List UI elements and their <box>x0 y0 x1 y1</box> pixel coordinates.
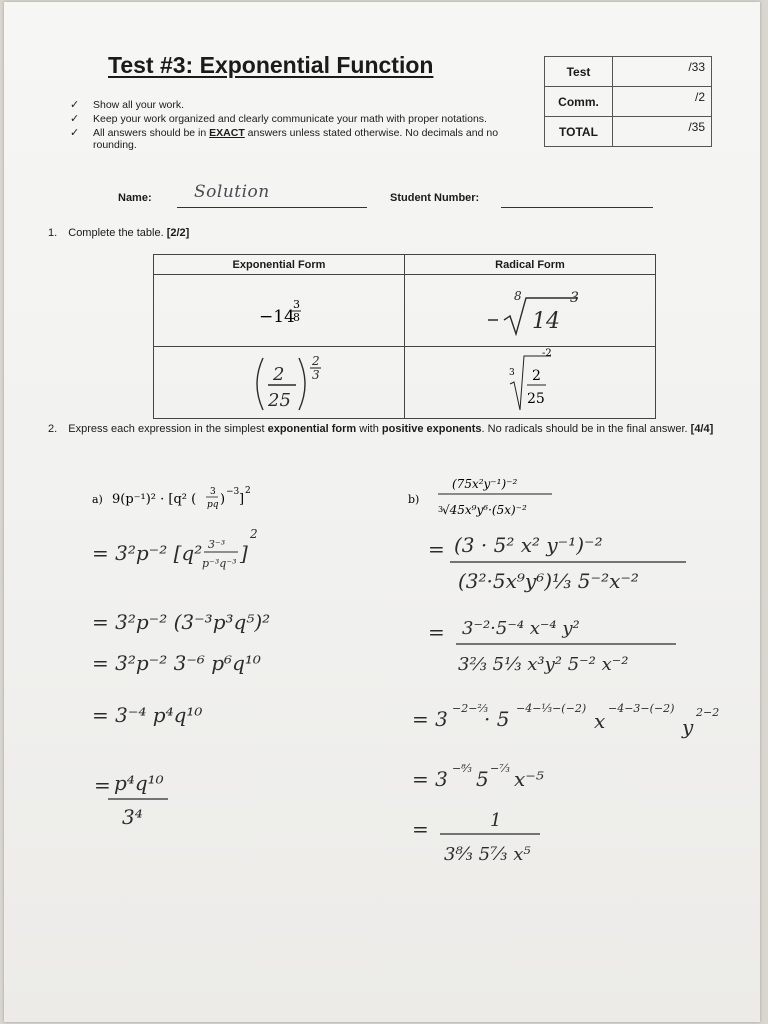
question-text: with <box>356 423 382 435</box>
score-row-total <box>545 117 712 147</box>
worksheet-page <box>4 2 760 1022</box>
step-line: = 3⁻⁴ p⁴q¹⁰ <box>92 703 203 727</box>
radical-form-1 <box>406 276 654 342</box>
expr-text: ) <box>220 492 226 507</box>
part-label: b) <box>408 493 420 506</box>
part-b-expression <box>438 477 552 517</box>
step-line: = <box>428 537 445 561</box>
score-label: Comm. <box>545 87 613 117</box>
step-line: · 5 <box>484 707 510 731</box>
step-line: 2 <box>250 527 258 541</box>
instruction-emphasis: EXACT <box>209 127 245 139</box>
name-line <box>177 207 367 208</box>
radicand: 14 <box>532 309 560 334</box>
question-marks: [2/2] <box>166 227 190 239</box>
power-denominator: 3 <box>312 368 320 382</box>
step-line: = 3²p⁻² 3⁻⁶ p⁶q¹⁰ <box>92 651 261 675</box>
handwritten-steps <box>92 527 270 829</box>
instruction-item <box>70 127 520 151</box>
left-paren <box>257 358 263 410</box>
step-line: 2−2 <box>696 706 720 719</box>
student-number-label: Student Number: <box>390 192 480 204</box>
exp-base: −14 <box>259 307 295 327</box>
exponential-form-1 <box>155 276 403 342</box>
instruction-text: Show all your work. <box>93 99 185 111</box>
question-2 <box>48 422 718 436</box>
step-line: = <box>428 620 445 644</box>
table-cell <box>405 275 656 347</box>
column-header: Exponential Form <box>154 255 405 275</box>
step-line: ] <box>240 541 248 565</box>
step-line: = <box>412 817 429 841</box>
step-line: p⁴q¹⁰ <box>114 771 164 795</box>
table-header-row <box>154 255 656 275</box>
instructions-list <box>70 99 520 153</box>
step-line: (3 · 5² x² y⁻¹)⁻² <box>454 533 603 557</box>
right-paren <box>299 358 305 410</box>
instruction-item <box>70 99 520 111</box>
page-title: Test #3: Exponential Function <box>108 52 434 78</box>
conversion-table <box>153 254 656 419</box>
checkmark-icon: ✓ <box>70 113 80 125</box>
step-line: = 3²p⁻² (3⁻³p³q⁵)² <box>92 610 271 634</box>
radical-index: 8 <box>514 289 522 303</box>
part-a-solution <box>88 472 388 842</box>
question-text: Complete the table. <box>68 227 167 239</box>
step-line: x⁻⁵ <box>514 767 544 791</box>
question-emphasis: exponential form <box>267 423 357 435</box>
expr-text: 2 <box>245 486 251 496</box>
score-label: Test <box>545 57 613 87</box>
radical-power: 3 <box>570 290 579 306</box>
expr-text: ] <box>239 492 245 507</box>
instruction-text: answers unless stated otherwise. No decimals and no rounding. <box>93 127 499 151</box>
step-line: −2−⅔ <box>452 702 489 715</box>
step-line: −4−3−(−2) <box>608 702 675 715</box>
score-value: /33 <box>613 57 712 87</box>
table-cell <box>154 347 405 419</box>
radical-index: 3 <box>509 368 515 378</box>
score-value: /35 <box>613 117 712 147</box>
expr-text: 3 <box>438 505 444 514</box>
step-line: p⁻³q⁻³ <box>202 557 237 570</box>
name-label: Name: <box>118 192 152 204</box>
paren-numerator: 2 <box>273 364 285 385</box>
step-line: (3²·5x⁹y⁶)⅓ 5⁻²x⁻² <box>458 569 639 593</box>
question-number: 2. <box>48 423 58 435</box>
expr-text: 9(p⁻¹)² · [q² ( <box>112 492 197 507</box>
radicand-denominator: 25 <box>527 391 545 407</box>
step-line: y <box>682 715 694 739</box>
checkmark-icon: ✓ <box>70 127 80 139</box>
step-line: −⁷⁄₃ <box>490 762 510 775</box>
step-line: = 3 <box>412 767 448 791</box>
step-line: = <box>94 773 111 797</box>
step-line: 5 <box>476 767 489 791</box>
score-row-comm <box>545 87 712 117</box>
question-text: . No radicals should be in the final answer. <box>481 423 691 435</box>
expr-text: 3 <box>210 487 216 497</box>
instruction-item <box>70 113 520 125</box>
part-a-expression <box>112 486 251 510</box>
part-b-solution <box>400 464 760 874</box>
part-label: a) <box>92 493 103 506</box>
radical-form-2 <box>406 348 654 414</box>
column-header: Radical Form <box>405 255 656 275</box>
step-line: 3⁻³ <box>208 538 226 551</box>
score-value: /2 <box>613 87 712 117</box>
exponential-form-2 <box>155 348 403 414</box>
checkmark-icon: ✓ <box>70 99 80 111</box>
table-cell <box>405 347 656 419</box>
radicand-numerator: 2 <box>532 368 541 384</box>
expr-text: −3 <box>226 487 240 497</box>
exp-numerator: 3 <box>293 298 300 311</box>
score-table <box>544 56 712 147</box>
score-label: TOTAL <box>545 117 613 147</box>
instruction-text: Keep your work organized and clearly communicate your math with proper notations. <box>93 113 487 125</box>
expr-text: (75x²y⁻¹)⁻² <box>452 477 518 491</box>
step-line: 3⁸⁄₃ 5⁷⁄₃ x⁵ <box>444 844 531 865</box>
question-number: 1. <box>48 227 58 239</box>
step-line: 3⁻²·5⁻⁴ x⁻⁴ y² <box>462 618 580 639</box>
instruction-text: All answers should be in <box>93 127 210 139</box>
student-number-line <box>501 207 653 208</box>
step-line: −4−⅓−(−2) <box>516 702 587 715</box>
step-line: = 3²p⁻² [q² <box>92 541 203 565</box>
table-row <box>154 275 656 347</box>
power-numerator: 2 <box>312 354 320 368</box>
step-line: 3⁴ <box>122 805 143 829</box>
handwritten-steps <box>412 533 719 865</box>
question-text: Express each expression in the simplest <box>68 423 268 435</box>
step-line: x <box>594 709 606 733</box>
expr-text: pq <box>207 500 219 510</box>
radical-power: -2 <box>542 348 552 359</box>
step-line: = 3 <box>412 707 448 731</box>
question-1 <box>48 227 189 239</box>
question-marks: [4/4] <box>690 423 714 435</box>
score-row-test <box>545 57 712 87</box>
name-handwritten: Solution <box>194 182 270 202</box>
table-row <box>154 347 656 419</box>
exp-denominator: 8 <box>293 311 300 324</box>
expr-text: √45x⁹y⁶·(5x)⁻² <box>442 503 527 517</box>
step-line: 3⅔ 5⅓ x³y² 5⁻² x⁻² <box>458 654 629 675</box>
table-cell <box>154 275 405 347</box>
step-line: 1 <box>490 810 502 831</box>
paren-denominator: 25 <box>268 390 291 411</box>
question-emphasis: positive exponents <box>381 423 482 435</box>
step-line: −⁸⁄₃ <box>452 762 472 775</box>
